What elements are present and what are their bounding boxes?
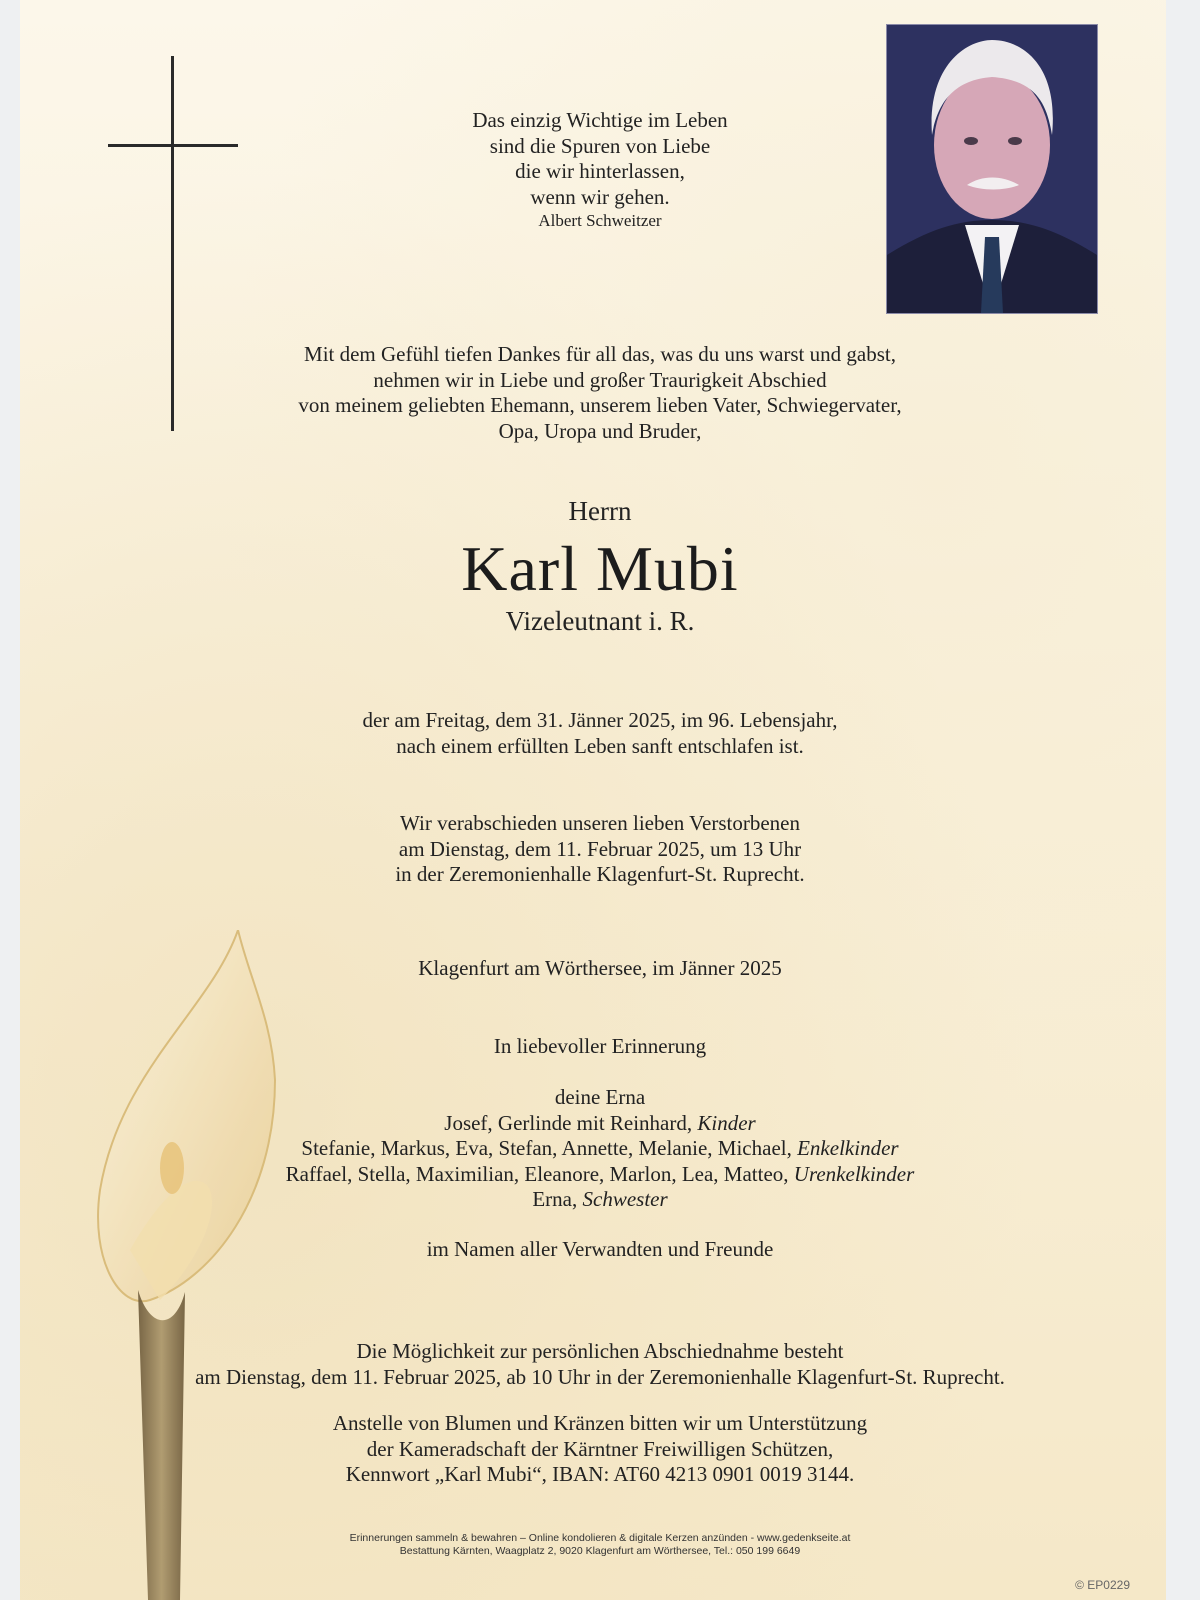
quote-line: sind die Spuren von Liebe [489,133,711,158]
calla-lily-illustration [60,930,300,1600]
salutation: Herrn [568,496,632,526]
great-grandchildren-names: Raffael, Stella, Maximilian, Eleanore, Marlon, Lea, Matteo, [285,1161,789,1186]
great-grandchildren-role: Urenkelkinder [793,1161,915,1186]
sister-role: Schwester [582,1187,668,1211]
quote-line: wenn wir gehen. [530,184,670,209]
family-spouse: deine Erna [554,1085,646,1109]
family-grandchildren [20,1136,1166,1162]
memory-line: In liebevoller Erinnerung [493,1034,707,1058]
quote-author: Albert Schweitzer [538,211,662,230]
family-great-grandchildren [20,1162,1166,1188]
footer-line: Erinnerungen sammeln & bewahren – Online kondolieren & digitale Kerzen anzünden - www.gedenkseite.at [349,1532,851,1544]
donation-line: Anstelle von Blumen und Kränzen bitten wir um Unterstützung [332,1411,868,1435]
viewing-line: am Dienstag, dem 11. Februar 2025, ab 10 Uhr in der Zeremonienhalle Klagenfurt-St. Ruprecht. [195,1364,1005,1389]
deceased-rank: Vizeleutnant i. R. [505,606,695,636]
donation-info [20,1411,1166,1488]
children-names: Josef, Gerlinde mit Reinhard, [444,1110,693,1135]
family-children [20,1111,1166,1137]
intro-line: nehmen wir in Liebe und großer Traurigkeit Abschied [373,367,827,392]
children-role: Kinder [697,1110,756,1135]
family-sister [20,1187,1166,1213]
document-code: © EP0229 [1075,1578,1130,1592]
death-notice [20,708,1166,759]
donation-line: Kennwort „Karl Mubi“, IBAN: AT60 4213 0901 0019 3144. [345,1462,855,1486]
farewell-line: Wir verabschieden unseren lieben Verstorbenen [400,811,800,835]
relatives-line: im Namen aller Verwandten und Freunde [426,1237,774,1261]
intro-line: von meinem geliebten Ehemann, unserem lieben Vater, Schwiegervater, [298,393,902,417]
place-date: Klagenfurt am Wörthersee, im Jänner 2025 [418,956,782,980]
viewing-line: Die Möglichkeit zur persönlichen Abschiednahme besteht [356,1339,844,1363]
footer [20,1532,1166,1558]
intro-line: Mit dem Gefühl tiefen Dankes für all das, was du uns warst und gabst, [304,342,896,366]
grandchildren-names: Stefanie, Markus, Eva, Stefan, Annette, Melanie, Michael, [301,1136,792,1160]
family-list [20,1085,1166,1213]
farewell-line: in der Zeremonienhalle Klagenfurt-St. Ruprecht. [395,862,805,886]
donation-line: der Kameradschaft der Kärntner Freiwilligen Schützen, [366,1436,834,1461]
quote-block [20,108,1166,232]
death-line: der am Freitag, dem 31. Jänner 2025, im 96. Lebensjahr, [362,708,838,732]
grandchildren-role: Enkelkinder [797,1136,899,1160]
quote-line: Das einzig Wichtige im Leben [472,108,728,132]
viewing-info [20,1339,1166,1390]
intro-line: Opa, Uropa und Bruder, [498,418,702,443]
quote-line: die wir hinterlassen, [515,159,685,183]
farewell-info [20,811,1166,888]
farewell-line: am Dienstag, dem 11. Februar 2025, um 13 Uhr [398,836,802,861]
death-line: nach einem erfüllten Leben sanft entschlafen ist. [396,733,804,758]
footer-line: Bestattung Kärnten, Waagplatz 2, 9020 Klagenfurt am Wörthersee, Tel.: 050 199 6649 [399,1545,801,1557]
deceased-name: Karl Mubi [461,533,739,604]
obituary-page [20,0,1166,1600]
intro-text [20,342,1166,444]
sister-name: Erna, [532,1187,578,1211]
